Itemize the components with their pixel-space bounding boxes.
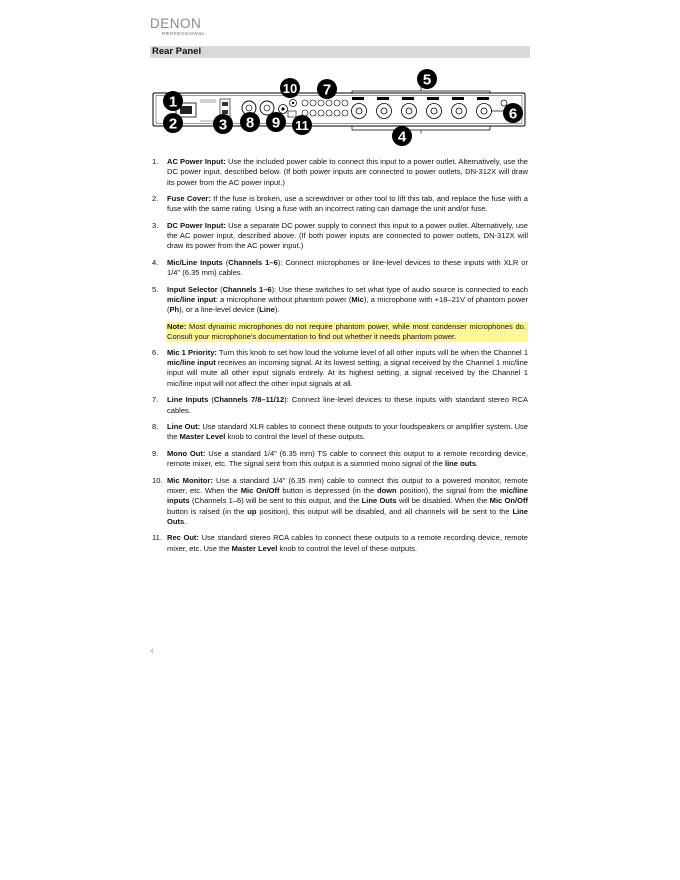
item-bold: Line Outs bbox=[361, 496, 397, 506]
item-number: 10. bbox=[152, 475, 163, 485]
callout-2-label: 2 bbox=[168, 115, 178, 133]
item-text: knob to control the level of these outputs. bbox=[227, 432, 366, 442]
mic1-priority-knob bbox=[501, 100, 507, 106]
item-number: 3. bbox=[152, 220, 159, 230]
item-text: position), the signal from the bbox=[399, 485, 498, 495]
list-item bbox=[152, 157, 528, 188]
callout-5 bbox=[417, 69, 437, 89]
list-item bbox=[152, 194, 528, 215]
item-text: . bbox=[184, 516, 187, 526]
item-text: (Channels 1–6) will be sent to this output, and the bbox=[191, 496, 360, 506]
item-paren-open: ( bbox=[225, 257, 229, 267]
rear-panel-feature-list bbox=[152, 157, 528, 560]
callout-10-label: 10 bbox=[282, 81, 298, 96]
note-text: Most dynamic microphones do not require phantom power, while most condenser microphones do. Consult your microphone's documentation to find out whether it needs phantom power. bbox=[167, 321, 526, 342]
item-title: DC Power Input: bbox=[167, 220, 226, 230]
item-bold: Mic bbox=[351, 295, 364, 305]
item-bold: Master Level bbox=[179, 432, 226, 442]
item-number: 6. bbox=[152, 347, 159, 357]
mic-on-off-button bbox=[288, 111, 296, 117]
item-text: . bbox=[476, 459, 479, 469]
item-bold: Ph bbox=[169, 305, 180, 315]
list-item bbox=[152, 348, 528, 389]
item-text: position), this output will be disabled, and all channels will be sent to the bbox=[259, 506, 510, 516]
note-label: Note: bbox=[167, 321, 187, 331]
item-text: Use standard stereo RCA cables to connect these outputs to a remote recording device, remote mixer, etc. Use the bbox=[167, 533, 528, 553]
callout-10 bbox=[280, 78, 300, 98]
item-number: 9. bbox=[152, 448, 159, 458]
logo-brand: DENON bbox=[150, 16, 202, 31]
list-item bbox=[152, 449, 528, 470]
item-paren-close: ): bbox=[271, 284, 277, 294]
item-bold: Master Level bbox=[231, 543, 278, 553]
item-bold: Line bbox=[259, 305, 275, 315]
item-number: 1. bbox=[152, 157, 159, 166]
item-text: Connect microphones or line-level devices to these inputs with XLR or 1/4" (6.35 mm) cables. bbox=[167, 257, 528, 278]
logo-sub: PROFESSIONAL bbox=[162, 31, 206, 36]
list-item bbox=[152, 285, 528, 316]
item-text: Use the included power cable to connect this input to a power outlet. Alternatively, use the DC power input, described below. (If both power inputs are connected to power outlets, DN-312X will draw its power from the AC power input.) bbox=[167, 157, 528, 187]
callout-2 bbox=[163, 113, 183, 133]
item-text: ). bbox=[274, 305, 280, 315]
denon-logo bbox=[150, 17, 210, 39]
callout-3-label: 3 bbox=[218, 116, 228, 134]
item-title: Mic Monitor: bbox=[167, 475, 213, 485]
item-number: 2. bbox=[152, 194, 159, 204]
callout-8 bbox=[240, 112, 260, 132]
list-item bbox=[152, 422, 528, 443]
item-number: 5. bbox=[152, 284, 159, 294]
callout-9-label: 9 bbox=[271, 114, 281, 132]
list-item bbox=[152, 258, 528, 279]
callout-7 bbox=[317, 79, 337, 99]
list-item bbox=[152, 476, 528, 527]
item-bold: Mic On/Off bbox=[240, 485, 280, 495]
item-bold: line outs bbox=[444, 459, 477, 469]
item-title: AC Power Input: bbox=[167, 157, 226, 166]
item-title-channels: Channels 1–6 bbox=[228, 257, 278, 267]
item-paren-close: ): bbox=[284, 395, 289, 405]
item-number: 11. bbox=[152, 533, 162, 543]
item-text: button is depressed (in the bbox=[282, 485, 375, 495]
callout-7-label: 7 bbox=[322, 81, 332, 99]
item-paren-open: ( bbox=[211, 395, 214, 405]
page-number: 4 bbox=[150, 649, 154, 655]
item-title: Fuse Cover: bbox=[167, 194, 211, 204]
item-number: 4. bbox=[152, 257, 159, 267]
item-title-channels: Channels 7/8–11/12 bbox=[213, 395, 285, 405]
callout-5-label: 5 bbox=[422, 71, 432, 89]
item-paren-open: ( bbox=[220, 284, 223, 294]
item-text: button is raised (in the bbox=[167, 506, 245, 516]
rear-panel-diagram bbox=[150, 66, 530, 152]
item-text: Use these switches to set what type of audio source is connected to each bbox=[278, 284, 528, 294]
item-text: ), or a line-level device ( bbox=[179, 305, 260, 315]
callout-1-label: 1 bbox=[168, 93, 178, 111]
phantom-power-note bbox=[166, 322, 528, 343]
item-title: Input Selector bbox=[167, 284, 218, 294]
item-title: Rec Out: bbox=[167, 533, 199, 543]
callout-9 bbox=[266, 112, 286, 132]
item-text: Use standard XLR cables to connect these outputs to your loudspeakers or amplifier system. Use the bbox=[167, 422, 528, 442]
callout-11 bbox=[292, 115, 312, 135]
item-text: Connect line-level devices to these inputs with standard stereo RCA cables. bbox=[167, 395, 528, 415]
item-text: : a microphone without phantom power ( bbox=[215, 295, 352, 305]
item-title: Mono Out: bbox=[167, 448, 206, 458]
item-title-channels: Channels 1–6 bbox=[222, 284, 272, 294]
item-bold: mic/line input bbox=[167, 358, 216, 368]
item-bold: Line Outs bbox=[167, 506, 528, 526]
callout-3 bbox=[213, 114, 233, 134]
item-text: Use a standard 1/4" (6.35 mm) cable to connect this output to a powered monitor, remote mixer, etc. When the bbox=[167, 475, 528, 495]
item-text: Use a standard 1/4" (6.35 mm) TS cable to connect this output to a remote recording device, remote mixer, etc. The signal sent from this output is a summed mono signal of the bbox=[167, 448, 528, 469]
section-heading-bar bbox=[150, 46, 530, 58]
callout-6-label: 6 bbox=[508, 105, 518, 123]
item-text: ), a microphone with +18–21V of phantom power ( bbox=[167, 295, 528, 315]
item-number: 7. bbox=[152, 395, 159, 405]
item-title: Mic 1 Priority: bbox=[167, 347, 217, 357]
item-bold: mic/line inputs bbox=[167, 485, 528, 506]
callout-6 bbox=[503, 103, 523, 123]
item-bold: up bbox=[247, 506, 257, 516]
list-item bbox=[152, 395, 528, 416]
item-bold: Mic On/Off bbox=[489, 496, 529, 506]
callout-8-label: 8 bbox=[245, 114, 255, 132]
callout-1 bbox=[163, 91, 183, 111]
item-text: knob to control the level of these outputs. bbox=[279, 543, 418, 553]
item-title: Mic/Line Inputs bbox=[167, 257, 223, 267]
item-number: 8. bbox=[152, 422, 159, 432]
callout-4 bbox=[392, 126, 412, 146]
list-item bbox=[152, 221, 528, 252]
item-text: receives an incoming signal. At its lowest setting, a signal received by the Channel 1 mic/line input will mute all other input signals entirely. At its highest setting, a signal received by the Channel 1 mic/line input will not affect the other input signals at all. bbox=[167, 358, 528, 388]
item-text: will be disabled. When the bbox=[398, 496, 488, 506]
callout-4-label: 4 bbox=[397, 128, 407, 146]
section-title: Rear Panel bbox=[152, 46, 202, 57]
item-title: Line Out: bbox=[167, 422, 201, 432]
item-title: Line Inputs bbox=[167, 395, 209, 405]
item-bold: mic/line input bbox=[167, 295, 216, 305]
callout-11-label: 11 bbox=[295, 118, 309, 133]
item-bold: down bbox=[376, 485, 397, 495]
item-text: Use a separate DC power supply to connect this input to a power outlet. Alternatively, use the AC power input, described above. (If both power inputs are connected to power outlets, DN-312X will draw its power from the AC power input.) bbox=[167, 220, 529, 251]
item-text: Turn this knob to set how loud the volume level of all other inputs will be when the Channel 1 bbox=[218, 347, 529, 357]
item-text: If the fuse is broken, use a screwdriver or other tool to lift this tab, and replace the fuse with a fuse with the same rating. Using a fuse with an incorrect rating can damage the unit and/or fuse. bbox=[167, 194, 528, 214]
item-paren-close: ): bbox=[277, 257, 283, 267]
list-item bbox=[152, 533, 528, 554]
